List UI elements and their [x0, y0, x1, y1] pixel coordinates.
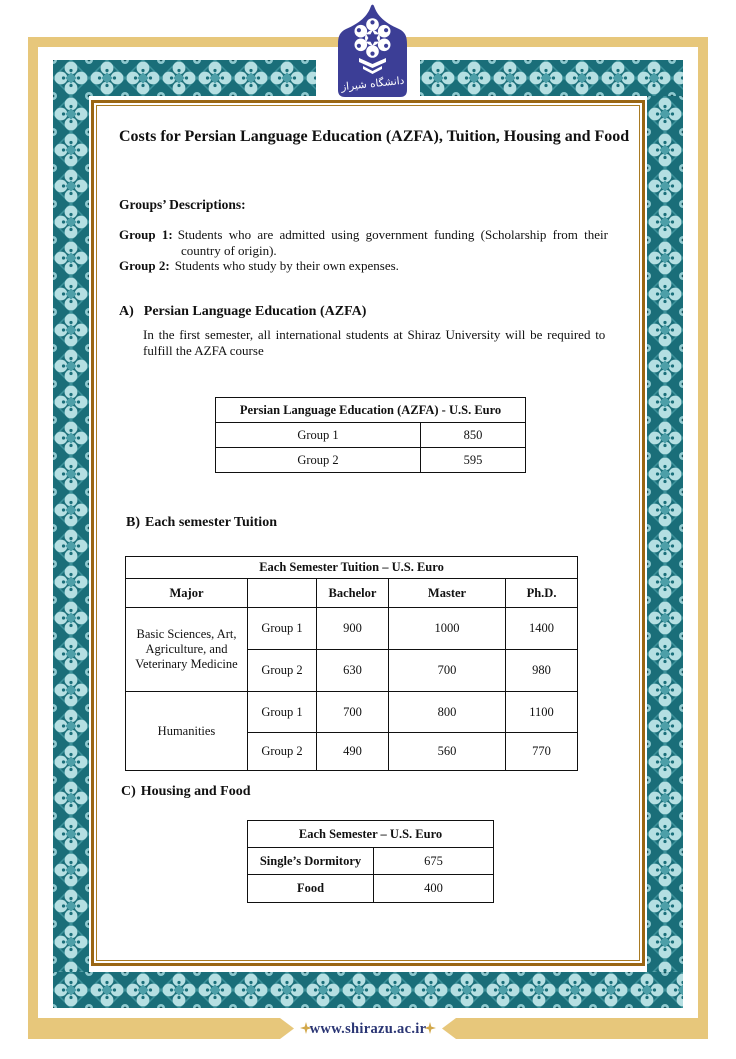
groups-descriptions-heading: Groups’ Descriptions:: [119, 197, 246, 212]
table-azfa: [215, 397, 526, 473]
table-row: [126, 579, 578, 608]
group1-description-line1: Group 1: Students who are admitted using government funding (Scholarship from their: [119, 227, 608, 242]
tile-border-right: [647, 96, 683, 972]
col-header-bachelor: Bachelor: [317, 579, 389, 608]
row-label: Group 2: [216, 448, 421, 473]
table-row: [216, 423, 526, 448]
value-cell: 560: [389, 733, 506, 771]
value-cell: 700: [317, 692, 389, 733]
value-cell: 900: [317, 608, 389, 650]
major-cell: Basic Sciences, Art, Agriculture, and Veterinary Medicine: [126, 608, 248, 692]
section-a-heading: A) Persian Language Education (AZFA): [119, 304, 367, 319]
table-row: [248, 821, 494, 848]
group1-description-line2: country of origin).: [181, 242, 277, 258]
row-value: 850: [421, 423, 526, 448]
group2-description: Group 2: Students who study by their own expenses.: [119, 258, 399, 274]
table-housing-title: Each Semester – U.S. Euro: [248, 821, 494, 848]
col-header-master: Master: [389, 579, 506, 608]
row-value: 675: [374, 848, 494, 875]
table-row: [126, 692, 578, 733]
table-row: [216, 448, 526, 473]
table-row: [216, 398, 526, 423]
value-cell: 1400: [506, 608, 578, 650]
logo-persian-text: دانشگاه شیراز: [340, 74, 405, 94]
university-logo: [333, 2, 412, 97]
section-a-paragraph: In the first semester, all international students at Shiraz University will be required to fulfill the AZFA course: [143, 327, 606, 358]
groups-descriptions: [119, 227, 624, 274]
row-value: 400: [374, 875, 494, 903]
table-tuition-title: Each Semester Tuition – U.S. Euro: [126, 557, 578, 579]
tile-border-bottom: [53, 972, 683, 1008]
tile-border-top-right: [420, 60, 683, 96]
table-row: [248, 848, 494, 875]
group-cell: Group 1: [248, 692, 317, 733]
gold-frame-right: [698, 37, 708, 1039]
section-c-heading: C) Housing and Food: [121, 784, 251, 799]
value-cell: 700: [389, 650, 506, 692]
table-housing: [247, 820, 494, 903]
col-header-major: Major: [126, 579, 248, 608]
value-cell: 770: [506, 733, 578, 771]
group-cell: Group 2: [248, 650, 317, 692]
row-label: Single’s Dormitory: [248, 848, 374, 875]
value-cell: 1100: [506, 692, 578, 733]
row-label: Group 1: [216, 423, 421, 448]
col-header-blank: [248, 579, 317, 608]
col-header-phd: Ph.D.: [506, 579, 578, 608]
tile-border-top-left: [53, 60, 316, 96]
page-title: Costs for Persian Language Education (AZFA), Tuition, Housing and Food: [119, 128, 630, 145]
value-cell: 980: [506, 650, 578, 692]
table-azfa-title: Persian Language Education (AZFA) - U.S. Euro: [216, 398, 526, 423]
table-row: [126, 608, 578, 650]
footer-website-url[interactable]: www.shirazu.ac.ir: [309, 1021, 427, 1037]
group2-label: Group 2:: [119, 258, 170, 274]
value-cell: 630: [317, 650, 389, 692]
section-b-heading: B) Each semester Tuition: [126, 515, 277, 530]
table-row: [248, 875, 494, 903]
value-cell: 1000: [389, 608, 506, 650]
group1-label: Group 1:: [119, 227, 173, 242]
gold-frame-left: [28, 37, 38, 1039]
tile-border-left: [53, 96, 89, 972]
value-cell: 800: [389, 692, 506, 733]
major-cell: Humanities: [126, 692, 248, 771]
row-value: 595: [421, 448, 526, 473]
value-cell: 490: [317, 733, 389, 771]
row-label: Food: [248, 875, 374, 903]
group-cell: Group 1: [248, 608, 317, 650]
group-cell: Group 2: [248, 733, 317, 771]
table-tuition: [125, 556, 578, 771]
table-row: [126, 557, 578, 579]
